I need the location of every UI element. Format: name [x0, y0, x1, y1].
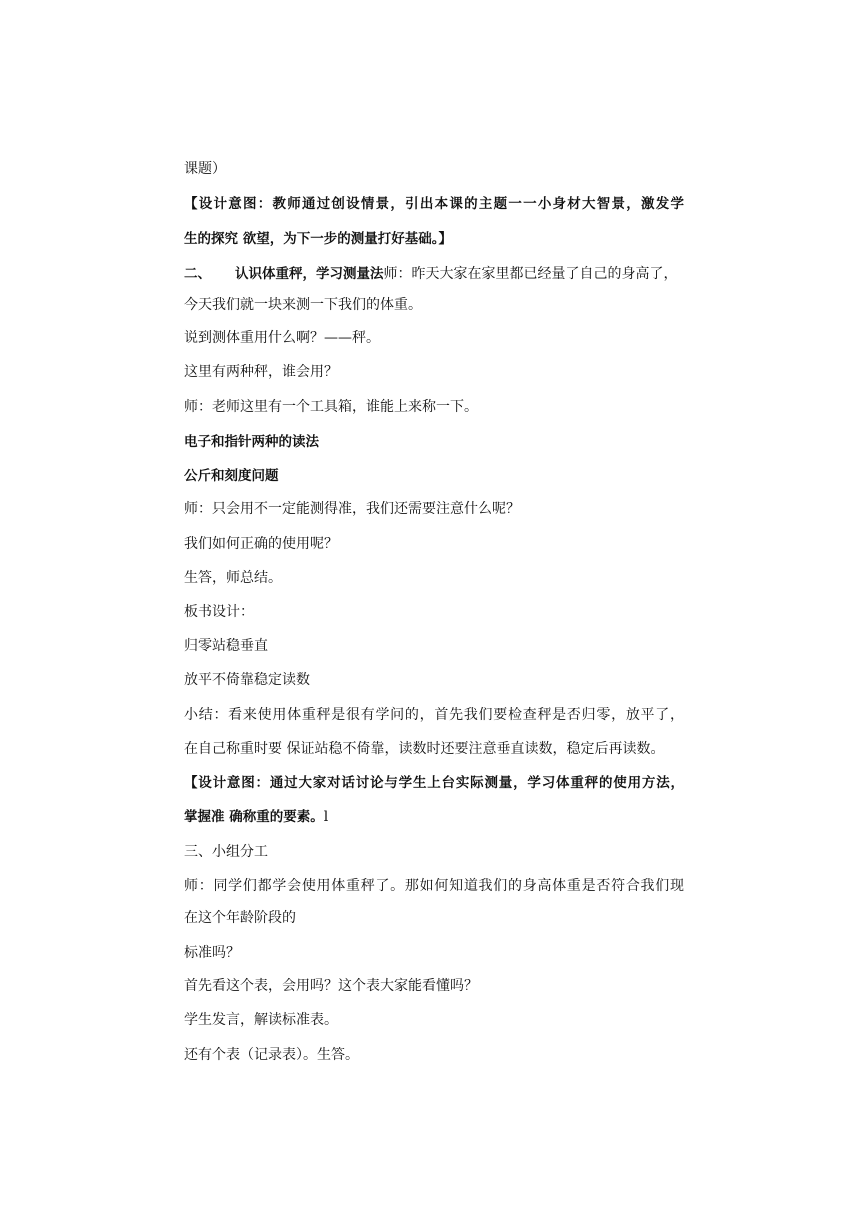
subheading-line: 公斤和刻度问题	[184, 468, 279, 484]
paragraph-line: 说到测体重用什么啊？——秤。	[184, 330, 380, 346]
paragraph-line: 在这个年龄阶段的	[184, 910, 296, 926]
paragraph-line: 还有个表（记录表）。生答。	[184, 1047, 359, 1063]
section-number: 二、	[184, 266, 211, 282]
paragraph-line: 学生发言，解读标准表。	[184, 1012, 338, 1028]
section-heading-line	[184, 265, 684, 283]
paragraph-line: 生答，师总结。	[184, 570, 282, 586]
paragraph-line: 小结：看来使用体重秤是很有学问的，首先我们要检查秤是否归零，放平了，	[184, 707, 684, 723]
paragraph-line: 我们如何正确的使用呢？	[184, 536, 338, 552]
section-title: 认识体重秤，学习测量法	[235, 266, 384, 282]
paragraph-line: 师：只会用不一定能测得准，我们还需要注意什么呢？	[184, 501, 520, 517]
paragraph-line: 在自己称重时要 保证站稳不倚靠，读数时还要注意垂直读数，稳定后再读数。	[184, 741, 665, 757]
design-intent-line: 【设计意图：通过大家对话讨论与学生上台实际测量，学习体重秤的使用方法，	[184, 775, 684, 791]
paragraph-line: 标准吗？	[184, 945, 240, 961]
section-heading-line: 三、小组分工	[184, 844, 268, 860]
paragraph-line: 板书设计：	[184, 604, 254, 620]
paragraph-line: 归零站稳垂直	[184, 638, 268, 654]
paragraph-line: 放平不倚靠稳定读数	[184, 672, 310, 688]
paragraph-line: 首先看这个表，会用吗？这个表大家能看懂吗？	[184, 978, 478, 994]
design-intent-text: 掌握准 确称重的要素。	[184, 809, 324, 825]
trailing-mark: l	[323, 809, 329, 825]
design-intent-line	[184, 808, 684, 826]
design-intent-line: 生的探究 欲望，为下一步的测量打好基础。】	[184, 231, 452, 247]
paragraph-line: 这里有两种秤，谁会用？	[184, 364, 338, 380]
subheading-line: 电子和指针两种的读法	[184, 434, 319, 450]
paragraph-line: 师：同学们都学会使用体重秤了。那如何知道我们的身高体重是否符合我们现	[184, 878, 684, 894]
paragraph-text: 师：昨天大家在家里都已经量了自己的身高了，	[383, 266, 678, 282]
paragraph-line: 课题）	[184, 161, 226, 177]
paragraph-line: 师：老师这里有一个工具箱，谁能上来称一下。	[184, 399, 478, 415]
design-intent-line: 【设计意图：教师通过创设情景，引出本课的主题一一小身材大智景，激发学	[184, 196, 684, 212]
paragraph-line: 今天我们就一块来测一下我们的体重。	[184, 297, 422, 313]
